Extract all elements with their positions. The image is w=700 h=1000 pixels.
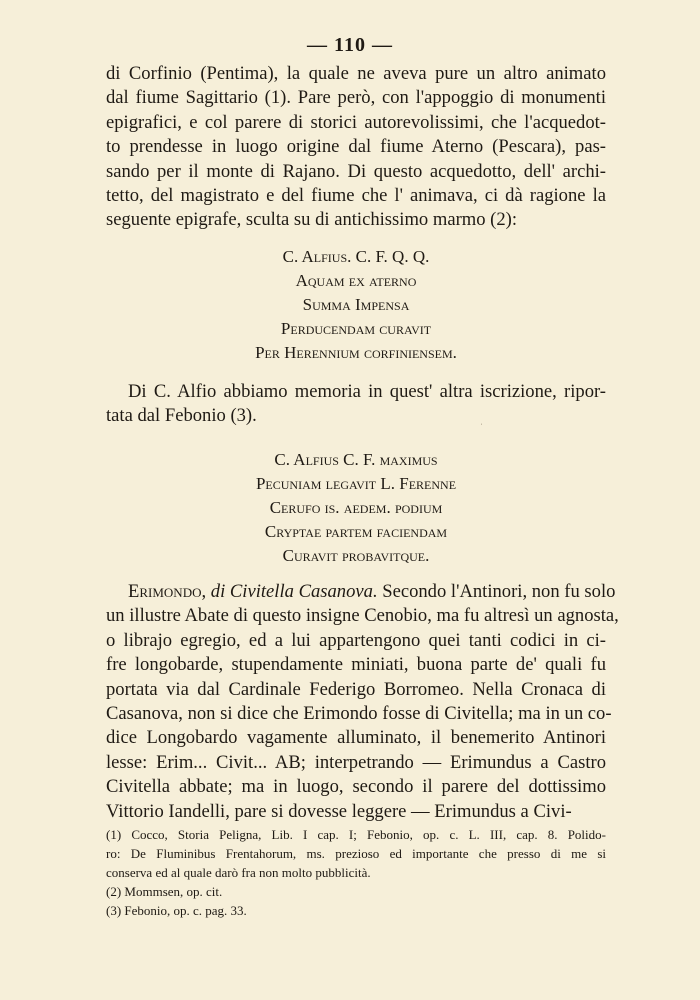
footnotes <box>106 825 606 920</box>
text-line: tetto, del magistrato e del fiume che l' animava, ci dà ragione la <box>106 185 606 207</box>
inscription-line: C. Alfius. C. F. Q. Q. <box>282 247 430 266</box>
paragraph-2 <box>106 380 606 429</box>
page-number: — 110 — <box>307 34 393 56</box>
text-line: o librajo egregio, ed a lui appartengono quei tanti codici in ci- <box>106 629 606 651</box>
inscription-line: Curavit probavitque. <box>282 546 430 565</box>
text-line: epigrafici, e col parere di storici autorevolissimi, che l'acquedot- <box>106 111 606 133</box>
paragraph-1 <box>106 62 606 233</box>
text-line: lesse: Erim... Civit... AB; interpetrando — Erimundus a Castro <box>106 751 606 773</box>
footnote-1: (1) Cocco, Storia Peligna, Lib. I cap. I; Febonio, op. c. L. III, cap. 8. Polido- <box>106 827 606 842</box>
inscription-line: Per Herennium corfiniensem. <box>255 343 457 362</box>
inscription-1 <box>106 245 606 365</box>
text-line: to prendesse in luogo origine dal fiume Aterno (Pescara), pas- <box>106 136 606 158</box>
inscription-line: Summa Impensa <box>302 295 410 314</box>
text-line: seguente epigrafe, sculta su di antichissimo marmo (2): <box>106 209 518 231</box>
inscription-line: C. Alfius C. F. maximus <box>274 450 438 469</box>
inscription-line: Cerufo is. aedem. podium <box>269 498 443 517</box>
entry-place: di Civitella Casanova. <box>206 581 378 602</box>
print-speck: ˈ <box>480 422 483 432</box>
paragraph-3 <box>106 580 619 824</box>
footnote-2: (2) Mommsen, op. cit. <box>106 884 223 899</box>
inscription-line: Pecuniam legavit L. Ferenne <box>255 474 457 493</box>
text-line: Civitella abbate; ma in luogo, secondo il parere del dottissimo <box>106 776 606 798</box>
footnote-1-continued: ro: De Fluminibus Frentahorum, ms. prezioso ed importante che presso di me si <box>106 846 606 861</box>
text-line: dal fiume Sagittario (1). Pare però, con l'appoggio di monumenti <box>106 87 606 109</box>
inscription-line: Perducendam curavit <box>280 319 432 338</box>
text-line: Casanova, non si dice che Erimondo fosse di Civitella; ma in un co- <box>106 703 612 725</box>
text-line: portata via dal Cardinale Federigo Borromeo. Nella Cronaca di <box>106 678 606 700</box>
footnote-3: (3) Febonio, op. c. pag. 33. <box>106 903 247 918</box>
text-line: un illustre Abate di questo insigne Cenobio, ma fu altresì un agnosta, <box>106 605 619 627</box>
entry-heading: Erimondo, <box>128 581 207 602</box>
text-line <box>106 580 616 604</box>
text-span: Secondo l'Antinori, non fu solo <box>377 581 616 602</box>
text-line: Vittorio Iandelli, pare si dovesse leggere — Erimundus a Civi- <box>106 800 572 822</box>
text-line: Di C. Alfio abbiamo memoria in quest' altra iscrizione, ripor- <box>128 381 606 402</box>
text-line: fre longobarde, stupendamente miniati, buona parte de' quali fu <box>106 654 606 676</box>
text-line: sando per il monte di Rajano. Di questo acquedotto, dell' archi- <box>106 160 606 182</box>
footnote-1-continued: conserva ed al quale darò fra non molto pubblicità. <box>106 865 371 880</box>
inscription-2 <box>106 448 606 568</box>
text-line: tata dal Febonio (3). <box>106 405 257 427</box>
inscription-line: Cryptae partem faciendam <box>264 522 448 541</box>
text-line: dice Longobardo vagamente alluminato, il benemerito Antinori <box>106 727 606 749</box>
inscription-line: Aquam ex aterno <box>295 271 417 290</box>
text-line: di Corfinio (Pentima), la quale ne aveva pure un altro animato <box>106 63 606 84</box>
